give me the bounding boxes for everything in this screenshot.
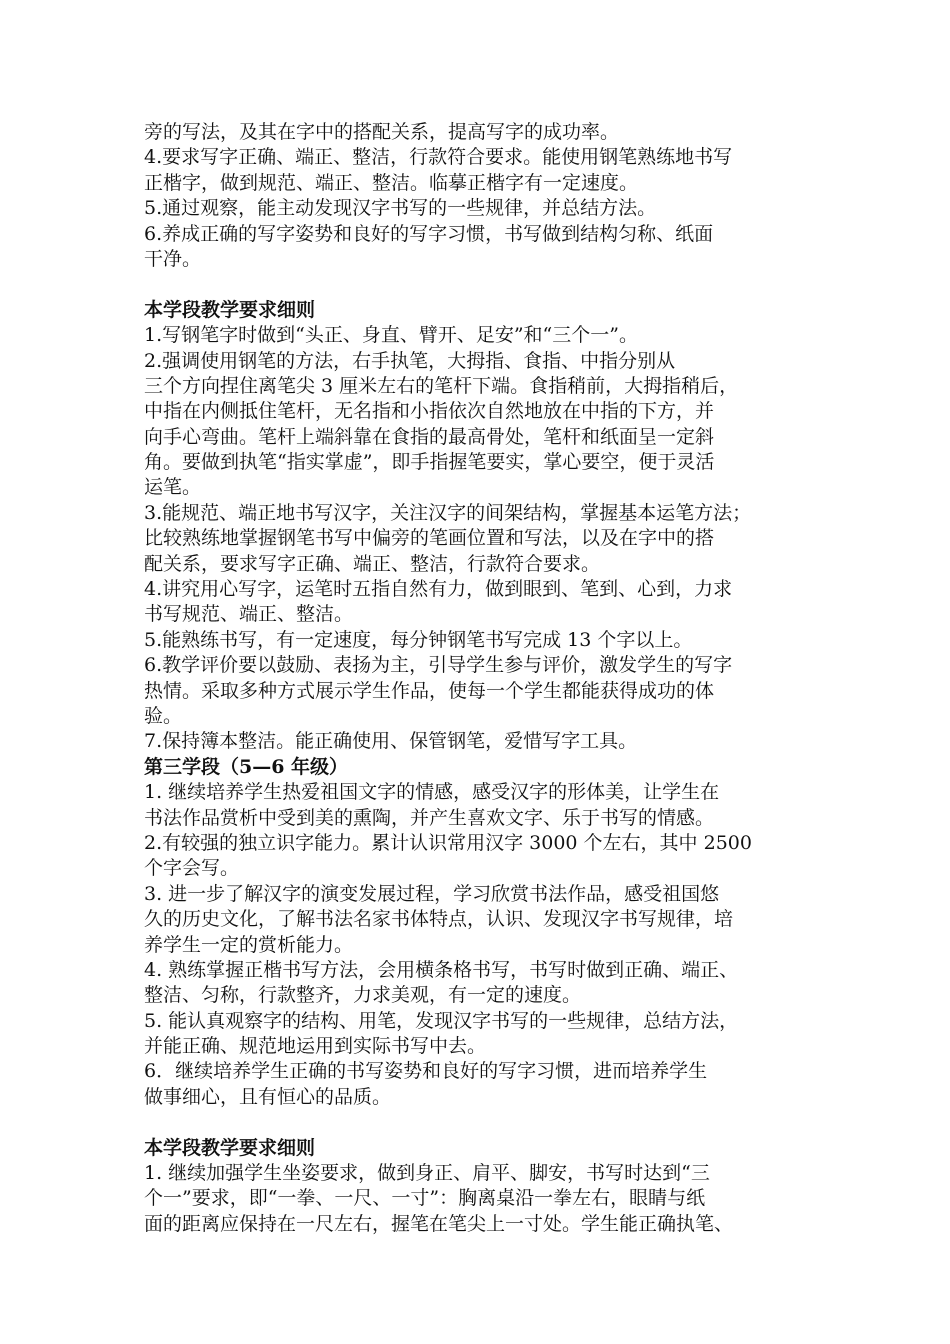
document-body xyxy=(144,120,812,1237)
text-line: 并能正确、规范地运用到实际书写中去。 xyxy=(144,1035,487,1058)
section-heading: 第三学段（5—6 年级） xyxy=(144,755,349,778)
text-line: 整洁、匀称，行款整齐，力求美观，有一定的速度。 xyxy=(144,984,582,1007)
text-line: 书法作品赏析中受到美的熏陶，并产生喜欢文字、乐于书写的情感。 xyxy=(144,806,715,829)
section-stage-requirements xyxy=(144,298,812,755)
text-line: 5.能熟练书写，有一定速度，每分钟钢笔书写完成 13 个字以上。 xyxy=(144,628,693,651)
text-line: 中指在内侧抵住笔杆，无名指和小指依次自然地放在中指的下方，并 xyxy=(144,400,715,423)
text-line: 6.教学评价要以鼓励、表扬为主，引导学生参与评价，激发学生的写字 xyxy=(144,654,733,677)
text-line: 向手心弯曲。笔杆上端斜靠在食指的最高骨处，笔杆和纸面呈一定斜 xyxy=(144,425,715,448)
text-line: 3.能规范、端正地书写汉字，关注汉字的间架结构，掌握基本运笔方法； xyxy=(144,501,752,524)
text-line: 4.讲究用心写字，运笔时五指自然有力，做到眼到、笔到、心到，力求 xyxy=(144,578,733,601)
text-line: 4.要求写字正确、端正、整洁，行款符合要求。能使用钢笔熟练地书写 xyxy=(144,146,733,169)
text-line: 3. 进一步了解汉字的演变发展过程，学习欣赏书法作品，感受祖国悠 xyxy=(144,882,720,905)
text-line: 验。 xyxy=(144,704,183,727)
text-line: 7.保持簿本整洁。能正确使用、保管钢笔，爱惜写字工具。 xyxy=(144,730,638,753)
text-line: 干净。 xyxy=(144,247,202,270)
text-line: 热情。采取多种方式展示学生作品，使每一个学生都能获得成功的体 xyxy=(144,679,715,702)
text-line: 面的距离应保持在一尺左右，握笔在笔尖上一寸处。学生能正确执笔、 xyxy=(144,1212,734,1235)
text-line: 6．继续培养学生正确的书写姿势和良好的写字习惯，进而培养学生 xyxy=(144,1060,708,1083)
text-line: 2.强调使用钢笔的方法，右手执笔，大拇指、食指、中指分别从 xyxy=(144,349,676,372)
text-line: 做事细心，且有恒心的品质。 xyxy=(144,1085,392,1108)
text-line: 旁的写法，及其在字中的搭配关系，提高写字的成功率。 xyxy=(144,121,620,143)
text-line: 个字会写。 xyxy=(144,857,240,880)
text-line: 三个方向捏住离笔尖 3 厘米左右的笔杆下端。食指稍前，大拇指稍后， xyxy=(144,374,739,397)
text-line: 运笔。 xyxy=(144,476,202,499)
text-line: 1.写钢笔字时做到“头正、身直、臂开、足安”和“三个一”。 xyxy=(144,324,638,347)
text-line: 1. 继续加强学生坐姿要求，做到身正、肩平、脚安，书写时达到“三 xyxy=(144,1162,710,1185)
section-writing-goals-continued xyxy=(144,120,812,272)
text-line: 配关系，要求写字正确、端正、整洁，行款符合要求。 xyxy=(144,552,601,575)
section-heading: 本学段教学要求细则 xyxy=(144,1136,316,1159)
blank-line xyxy=(144,272,812,297)
section-stage-three xyxy=(144,755,812,1110)
blank-line xyxy=(144,1110,812,1135)
text-line: 4. 熟练掌握正楷书写方法，会用横条格书写，书写时做到正确、端正、 xyxy=(144,958,739,981)
section-heading: 本学段教学要求细则 xyxy=(144,298,316,321)
text-line: 正楷字，做到规范、端正、整洁。临摹正楷字有一定速度。 xyxy=(144,171,639,194)
text-line: 比较熟练地掌握钢笔书写中偏旁的笔画位置和写法，以及在字中的搭 xyxy=(144,527,715,550)
text-line: 6.养成正确的写字姿势和良好的写字习惯，书写做到结构匀称、纸面 xyxy=(144,222,714,245)
section-stage-three-requirements xyxy=(144,1136,812,1238)
text-line: 5. 能认真观察字的结构、用笔，发现汉字书写的一些规律，总结方法， xyxy=(144,1009,739,1032)
text-line: 久的历史文化，了解书法名家书体特点，认识、发现汉字书写规律，培 xyxy=(144,908,734,931)
text-line: 5.通过观察，能主动发现汉字书写的一些规律，并总结方法。 xyxy=(144,197,657,220)
text-line: 角。要做到执笔“指实掌虚”，即手指握笔要实，掌心要空，便于灵活 xyxy=(144,451,715,474)
text-line: 养学生一定的赏析能力。 xyxy=(144,933,354,956)
text-line: 书写规范、端正、整洁。 xyxy=(144,603,354,626)
text-line: 个一”要求，即“一拳、一尺、一寸”：胸离桌沿一拳左右，眼睛与纸 xyxy=(144,1187,706,1210)
text-line: 1. 继续培养学生热爱祖国文字的情感，感受汉字的形体美，让学生在 xyxy=(144,781,720,804)
text-line: 2.有较强的独立识字能力。累计认识常用汉字 3000 个左右，其中 2500 xyxy=(144,831,752,854)
